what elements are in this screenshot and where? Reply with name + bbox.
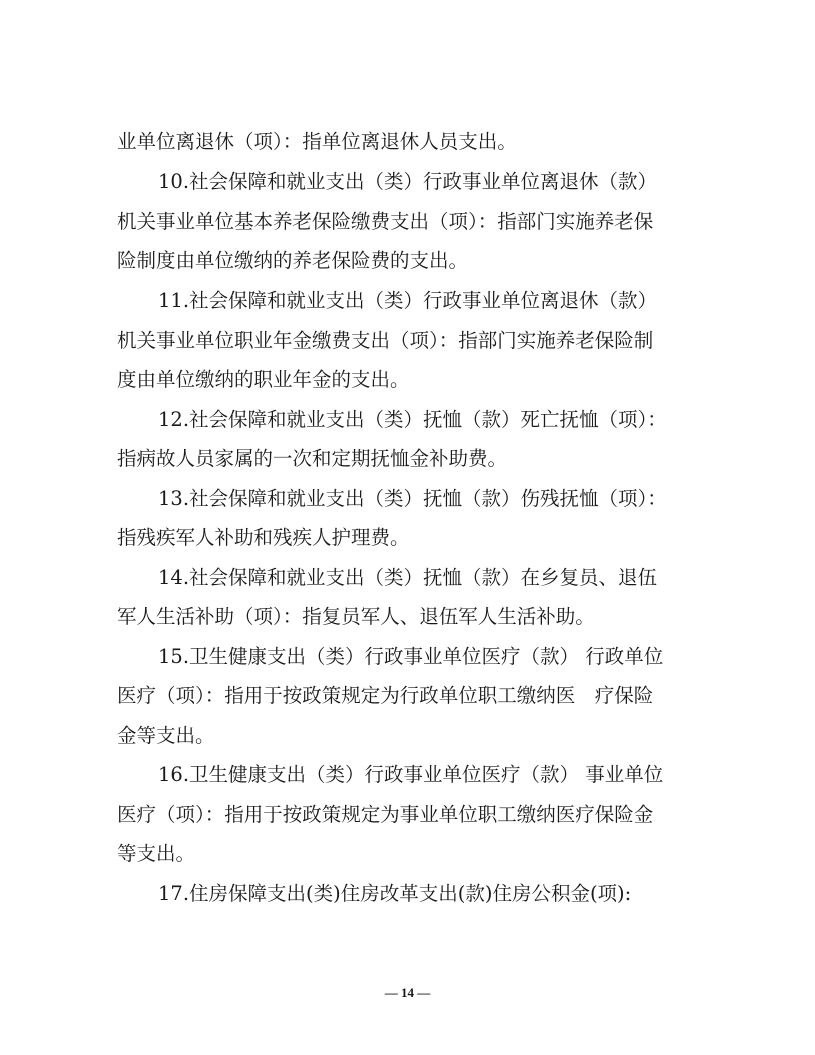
page-number: — 14 — (384, 985, 431, 1000)
text-line-13: 军人生活补助（项）：指复员军人、退伍军人生活补助。 (117, 605, 595, 628)
text-line-5: 11.社会保障和就业支出（类）行政事业单位离退休（款） (158, 289, 658, 312)
text-line-17: 16.卫生健康支出（类）行政事业单位医疗（款） 事业单位 (158, 763, 664, 786)
text-line-15: 医疗（项）：指用于按政策规定为行政单位职工缴纳医 疗保险 (117, 684, 654, 707)
text-line-19: 等支出。 (117, 842, 196, 865)
text-line-6: 机关事业单位职业年金缴费支出（项）：指部门实施养老保险制 (117, 329, 654, 352)
text-line-12: 14.社会保障和就业支出（类）抚恤（款）在乡复员、退伍 (158, 566, 658, 589)
text-line-9: 指病故人员家属的一次和定期抚恤金补助费。 (117, 447, 508, 470)
text-line-18: 医疗（项）：指用于按政策规定为事业单位职工缴纳医疗保险金 (117, 803, 654, 826)
text-line-10: 13.社会保障和就业支出（类）抚恤（款）伤残抚恤（项）： (158, 487, 667, 510)
text-line-14: 15.卫生健康支出（类）行政事业单位医疗（款） 行政单位 (158, 645, 664, 668)
text-line-7: 度由单位缴纳的职业年金的支出。 (117, 368, 410, 391)
text-line-16: 金等支出。 (117, 724, 215, 747)
text-line-11: 指残疾军人补助和残疾人护理费。 (117, 526, 410, 549)
text-line-2: 10.社会保障和就业支出（类）行政事业单位离退休（款） (158, 170, 658, 193)
text-line-1: 业单位离退休（项）：指单位离退休人员支出。 (117, 130, 517, 153)
text-line-20: 17.住房保障支出(类)住房改革支出(款)住房公积金(项): (158, 882, 632, 905)
text-line-4: 险制度由单位缴纳的养老保险费的支出。 (117, 249, 469, 272)
text-line-3: 机关事业单位基本养老保险缴费支出（项）：指部门实施养老保 (117, 210, 654, 233)
text-line-8: 12.社会保障和就业支出（类）抚恤（款）死亡抚恤（项）： (158, 408, 667, 431)
